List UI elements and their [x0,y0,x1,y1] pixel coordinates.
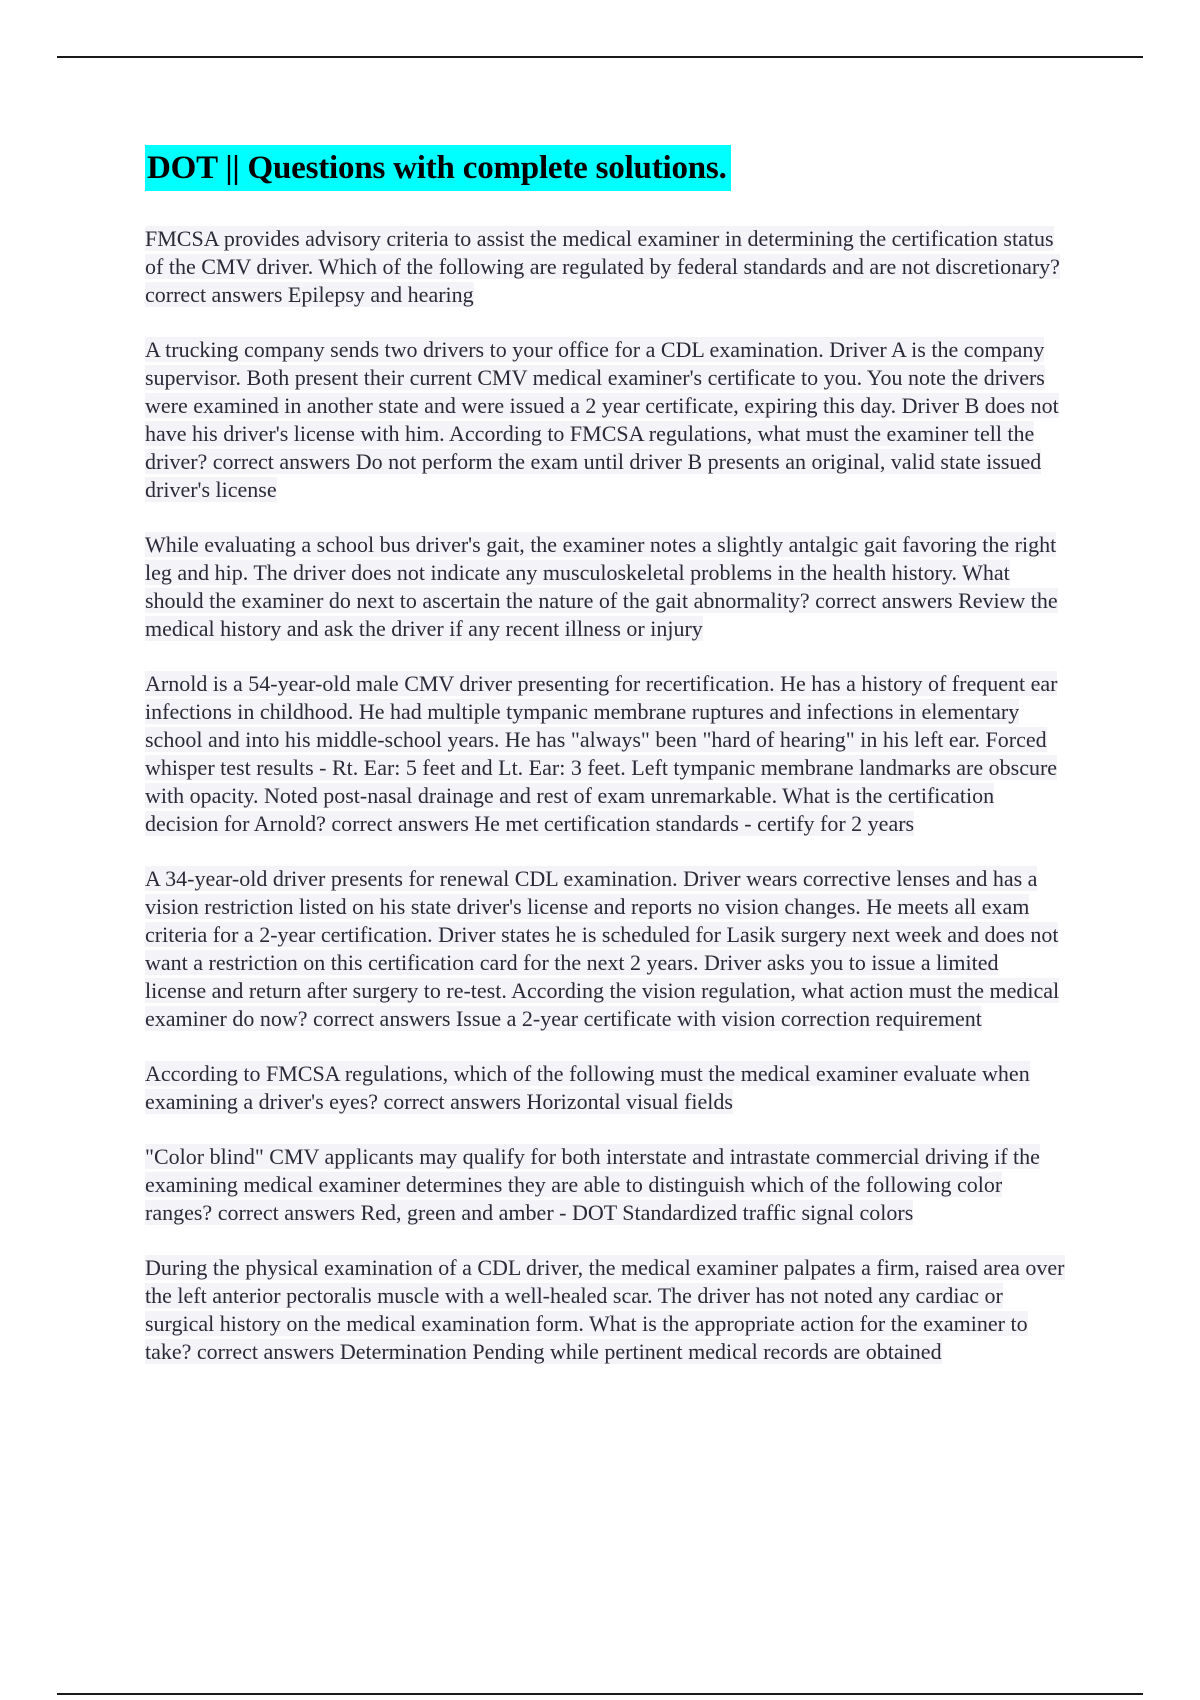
qa-item-6 [145,1060,1065,1116]
document-title: DOT || Questions with complete solutions. [145,145,731,191]
qa-item-8 [145,1254,1065,1366]
answer-text: correct answers Do not perform the exam until driver B presents an original, valid state issued driver's license [145,449,1042,502]
question-text: A 34-year-old driver presents for renewal CDL examination. Driver wears corrective lenses and has a vision restriction listed on his state driver's license and reports no vision changes. He meets all exam criteria for a 2-year certification. Driver states he is scheduled for Lasik surgery next week and does not want a restriction on this certification card for the next 2 years. Driver asks you to issue a limited license and return after surgery to re-test. According the vision regulation, what action must the medical examiner do now? [145,866,1060,1031]
qa-item-7 [145,1143,1065,1227]
answer-text: correct answers Horizontal visual fields [383,1089,733,1114]
document-body [145,145,1065,1393]
qa-item-2 [145,336,1065,504]
question-text: "Color blind" CMV applicants may qualify for both interstate and intrastate commercial driving if the examining medical examiner determines they are able to distinguish which of the following color ranges? [145,1144,1040,1225]
question-text: While evaluating a school bus driver's gait, the examiner notes a slightly antalgic gait favoring the right leg and hip. The driver does not indicate any musculoskeletal problems in the health history. What should the examiner do next to ascertain the nature of the gait abnormality? [145,532,1057,613]
question-text: FMCSA provides advisory criteria to assist the medical examiner in determining the certification status of the CMV driver. Which of the following are regulated by federal standards and are not discretionary? [145,226,1060,279]
answer-text: correct answers Red, green and amber - DOT Standardized traffic signal colors [217,1200,914,1225]
answer-text: correct answers Review the medical history and ask the driver if any recent illness or injury [145,588,1058,641]
question-text: According to FMCSA regulations, which of the following must the medical examiner evaluate when examining a driver's eyes? [145,1061,1030,1114]
title-wrapper [145,145,1065,197]
qa-item-3 [145,531,1065,643]
qa-item-5 [145,865,1065,1033]
question-text: During the physical examination of a CDL driver, the medical examiner palpates a firm, raised area over the left anterior pectoralis muscle with a well-healed scar. The driver has not noted any cardiac or surgical history on the medical examination form. What is the appropriate action for the examiner to take? [145,1255,1065,1364]
question-text: Arnold is a 54-year-old male CMV driver presenting for recertification. He has a history of frequent ear infections in childhood. He had multiple tympanic membrane ruptures and infections in elementary school and into his middle-school years. He has "always" been "hard of hearing" in his left ear. Forced whisper test results - Rt. Ear: 5 feet and Lt. Ear: 3 feet. Left tympanic membrane landmarks are obscure with opacity. Noted post-nasal drainage and rest of exam unremarkable. What is the certification decision for Arnold? [145,671,1058,836]
answer-text: correct answers Issue a 2-year certificate with vision correction requirement [313,1006,982,1031]
answer-text: correct answers Epilepsy and hearing [145,282,474,307]
answer-text: correct answers Determination Pending while pertinent medical records are obtained [196,1339,942,1364]
question-text: A trucking company sends two drivers to your office for a CDL examination. Driver A is the company supervisor. Both present their current CMV medical examiner's certificate to you. You note the drivers were examined in another state and were issued a 2 year certificate, expiring this day. Driver B does not have his driver's license with him. According to FMCSA regulations, what must the examiner tell the driver? [145,337,1059,474]
answer-text: correct answers He met certification standards - certify for 2 years [331,811,915,836]
qa-item-4 [145,670,1065,838]
qa-list [145,225,1065,1366]
qa-item-1 [145,225,1065,309]
footer-rule [57,1693,1143,1695]
header-rule [57,56,1143,58]
